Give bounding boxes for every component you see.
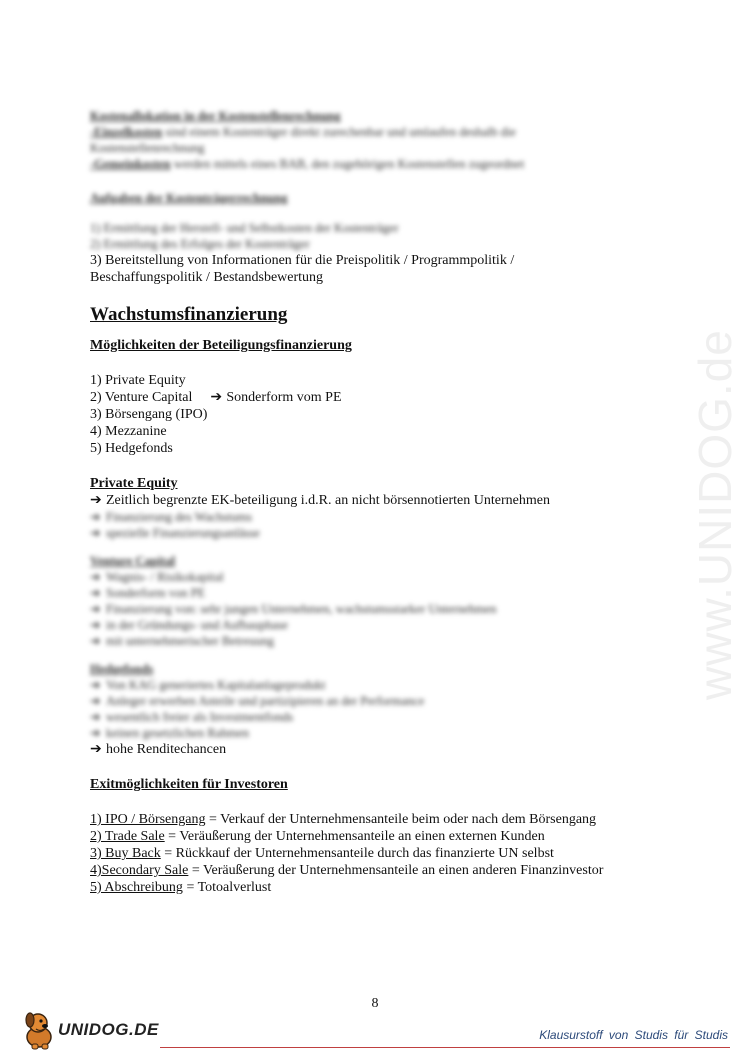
vc-bullet-3	[90, 601, 670, 617]
dog-mascot-icon	[22, 1010, 58, 1050]
main-title: Wachstumsfinanzierung	[90, 304, 288, 325]
aufgaben-heading: Aufgaben der Kostenträgerrechnung	[90, 191, 288, 205]
exit-term-1: 1) IPO / Börsengang	[90, 812, 206, 827]
exit-term-5: 5) Abschreibung	[90, 880, 183, 895]
aufgaben-item-2: 2) Ermittlung des Erfolges der Kostenträger	[90, 237, 310, 251]
right-arrow-icon: ➔	[90, 726, 101, 740]
exit-term-2: 2) Trade Sale	[90, 829, 165, 844]
aufgaben-item-3b: Beschaffungspolitik / Bestandsbewertung	[90, 270, 324, 285]
hf-heading: Hedgefonds	[90, 662, 154, 676]
exit-def-3: = Rückkauf der Unternehmensanteile durch das finanzierte UN selbst	[160, 846, 554, 861]
exit-heading: Exitmöglichkeiten für Investoren	[90, 777, 288, 792]
footer-slogan: Klausurstoff von Studis für Studis	[539, 1028, 728, 1042]
pe-bullet-3	[90, 525, 670, 541]
moeglich-item-2-note: Sonderform vom PE	[226, 390, 342, 405]
moeglich-item-2-label: 2) Venture Capital	[90, 390, 193, 405]
right-arrow-icon: ➔	[90, 602, 101, 616]
moeglich-item-3: 3) Börsengang (IPO)	[90, 407, 208, 422]
hf-bullet-5-text: hohe Renditechancen	[106, 742, 227, 757]
right-arrow-icon: ➔	[90, 742, 102, 757]
vc-bullet-1-text: Wagnis- / Risikokapital	[106, 570, 224, 584]
vc-bullet-5	[90, 633, 670, 649]
right-arrow-icon: ➔	[90, 493, 102, 508]
kosten-line-1	[90, 124, 670, 140]
hf-section	[90, 661, 670, 741]
right-arrow-icon: ➔	[90, 586, 101, 600]
right-arrow-icon: ➔	[90, 618, 101, 632]
moeglich-item-1: 1) Private Equity	[90, 373, 186, 388]
moeglich-item-5: 5) Hedgefonds	[90, 441, 173, 456]
unidog-logo[interactable]	[22, 1010, 159, 1050]
right-arrow-icon: ➔	[90, 570, 101, 584]
watermark: www.UNIDOG.de	[689, 329, 741, 700]
exit-row-3	[90, 845, 670, 862]
vc-bullet-5-text: mit unternehmerischer Betreuung	[106, 634, 274, 648]
logo-text: UNIDOG.DE	[58, 1020, 159, 1039]
term-einzelkosten: -Einzelkosten	[90, 125, 163, 139]
right-arrow-icon: ➔	[90, 694, 101, 708]
kosten-line-3-text: werden mittels eines BAB, den zugehörigen Kostenstellen zugeordnet	[170, 157, 525, 171]
vc-bullet-3-text: Finanzierung von: sehr jungen Unternehmen, wachstumsstarker Unternehmen	[106, 602, 497, 616]
exit-term-4: 4)Secondary Sale	[90, 863, 189, 878]
vc-section	[90, 553, 670, 649]
page-number: 8	[371, 996, 379, 1011]
exit-row-1	[90, 811, 670, 828]
pe-bullet-1-text: Zeitlich begrenzte EK-beteiligung i.d.R. an nicht börsennotierten Unternehmen	[106, 493, 550, 508]
kosten-heading: Kostenallokation in der Kostenstellenrechnung	[90, 109, 341, 123]
hf-bullet-4	[90, 725, 670, 741]
vc-bullet-4	[90, 617, 670, 633]
kosten-line-1-text: sind einem Kostenträger direkt zurechenbar und umlaufen deshalb die	[162, 125, 516, 139]
vc-bullet-4-text: in der Gründungs- und Aufbauphase	[106, 618, 288, 632]
moeglich-heading: Möglichkeiten der Beteiligungsfinanzierung	[90, 338, 352, 353]
hf-bullet-1	[90, 677, 670, 693]
right-arrow-icon: ➔	[90, 634, 101, 648]
right-arrow-icon: ➔	[210, 390, 223, 405]
moeglich-item-4: 4) Mezzanine	[90, 424, 167, 439]
footer-divider	[160, 1047, 730, 1048]
pe-bullet-1	[90, 492, 670, 509]
vc-bullet-1	[90, 569, 670, 585]
right-arrow-icon: ➔	[90, 678, 101, 692]
hf-bullet-4-text: keinen gesetzlichen Rahmen	[106, 726, 249, 740]
pe-bullet-3-text: spezielle Finanzierungsanlässe	[106, 526, 260, 540]
aufgaben-item-1: 1) Ermittlung der Herstell- und Selbstkosten der Kostenträger	[90, 221, 399, 235]
kosten-section	[90, 108, 670, 172]
right-arrow-icon: ➔	[90, 526, 101, 540]
pe-bullet-2	[90, 509, 670, 525]
pe-bullet-2-text: Finanzierung des Wachstums	[106, 510, 252, 524]
hf-bullet-5	[90, 741, 670, 758]
right-arrow-icon: ➔	[90, 510, 101, 524]
exit-def-2: = Veräußerung der Unternehmensanteile an einen externen Kunden	[164, 829, 545, 844]
hf-bullet-3	[90, 709, 670, 725]
right-arrow-icon: ➔	[90, 710, 101, 724]
page-content	[90, 108, 670, 896]
exit-row-4	[90, 862, 670, 879]
hf-bullet-2	[90, 693, 670, 709]
pe-heading: Private Equity	[90, 476, 178, 491]
kosten-line-2: Kostenstellenrechnung	[90, 141, 205, 155]
exit-row-5	[90, 879, 670, 896]
exit-def-1: = Verkauf der Unternehmensanteile beim oder nach dem Börsengang	[205, 812, 597, 827]
vc-bullet-2-text: Sonderform von PE	[106, 586, 206, 600]
aufgaben-item-3a: 3) Bereitstellung von Informationen für die Preispolitik / Programmpolitik /	[90, 253, 515, 268]
exit-def-4: = Veräußerung der Unternehmensanteile an einen anderen Finanzinvestor	[188, 863, 604, 878]
exit-term-3: 3) Buy Back	[90, 846, 161, 861]
term-gemeinkosten: -Gemeinkosten	[90, 157, 171, 171]
vc-bullet-2	[90, 585, 670, 601]
vc-heading: Venture Capital	[90, 554, 176, 568]
moeglich-item-2	[90, 389, 670, 406]
hf-bullet-1-text: Von KAG generiertes Kapitalanlageprodukt	[106, 678, 326, 692]
exit-def-5: = Totoalverlust	[182, 880, 272, 895]
hf-bullet-2-text: Anleger erwerben Anteile und partizipieren an der Performance	[106, 694, 425, 708]
exit-row-2	[90, 828, 670, 845]
hf-bullet-3-text: wesentlich freier als Investmentfonds	[106, 710, 294, 724]
kosten-line-3	[90, 156, 670, 172]
